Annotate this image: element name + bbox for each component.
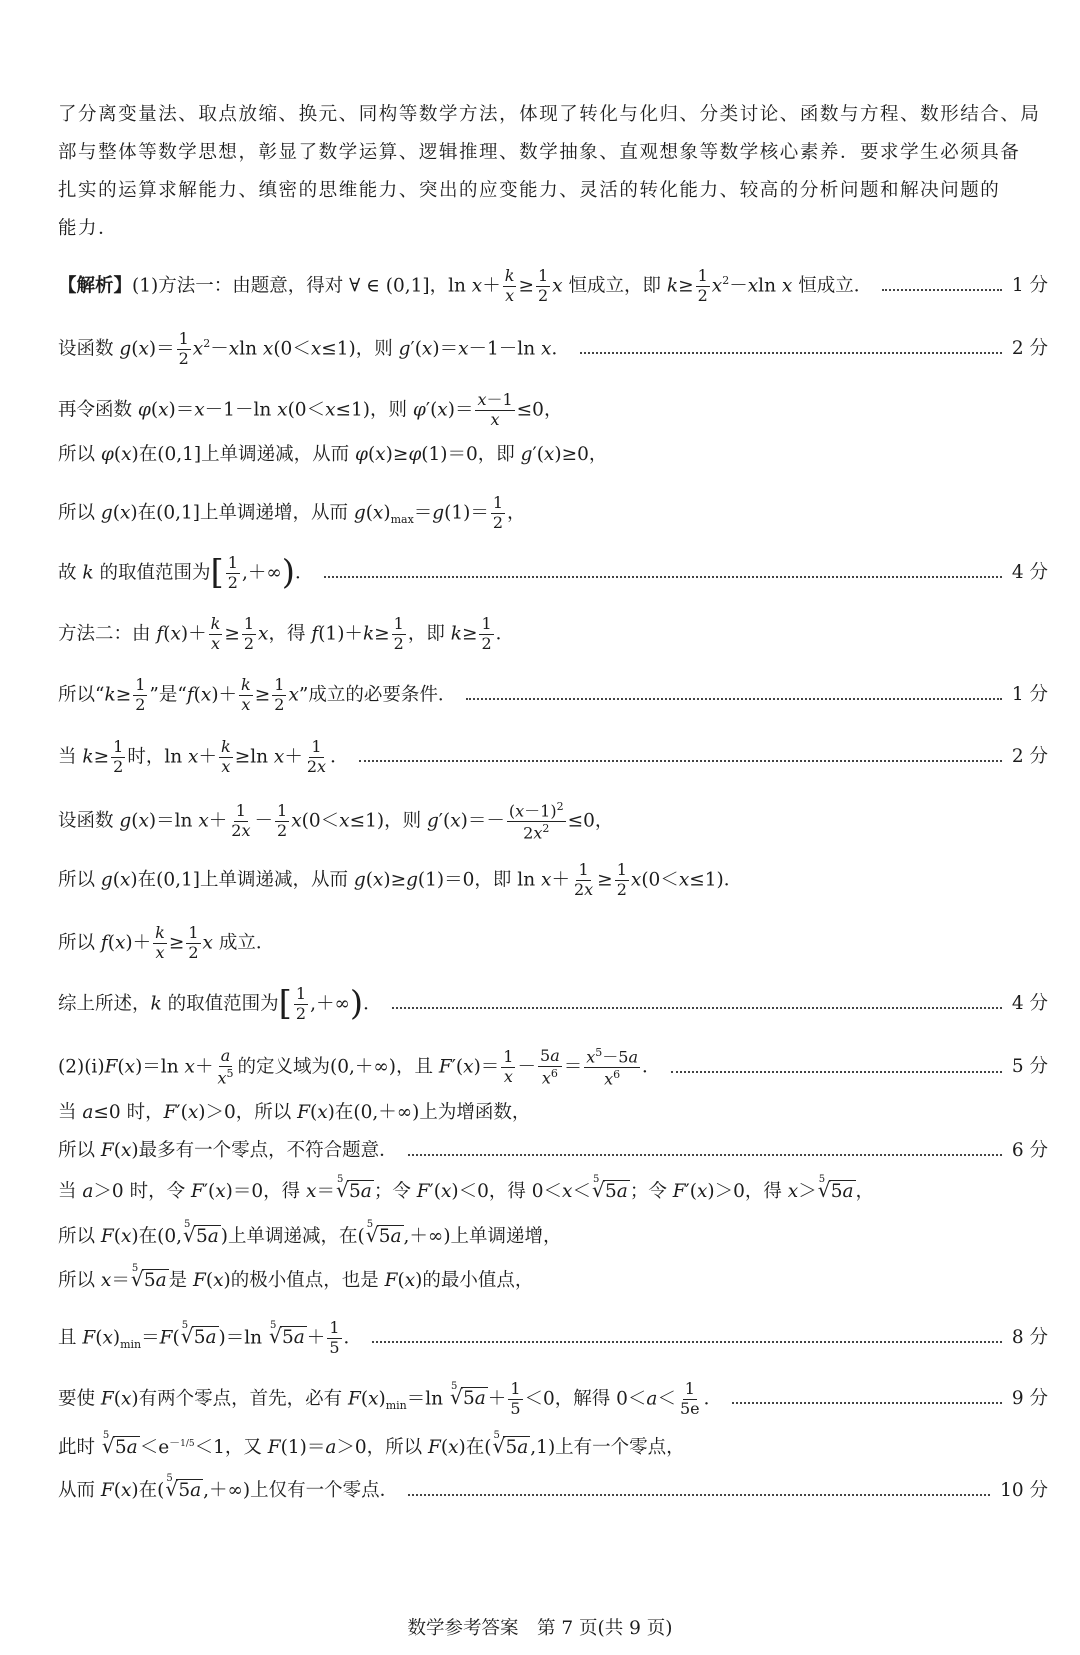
intro-line-3: 扎实的运算求解能力、缜密的思维能力、突出的应变能力、灵活的转化能力、较高的分析问题和解决问题的 (58, 180, 1001, 201)
score-4: 4 分 (1011, 562, 1048, 584)
solution-line-5: 所以 g(x)在(0,1]上单调递增，从而 $g(x)_{max}=g(1)=$ $\frac{1}{2}$ ， (58, 493, 526, 532)
jiexi-label: 【解析】 (58, 275, 133, 297)
solution-line-13: 综上所述，k 的取值范围为[ $\frac{1}{2}$ ,＋∞)． 4 分 (58, 983, 1048, 1024)
score-1b: 1 分 (1011, 684, 1048, 706)
solution-line-10: 设函数 g(x)＝ln x＋ $\frac{1}{2x}$ － $\frac{1}{2}$ x(0＜x≤1)，则 g′(x)＝－ $\frac{(x-1)^2}{2x^2}$ ≤0， (58, 800, 614, 843)
solution-line-3: 再令函数 φ(x)＝x－1－ln x(0＜x≤1)，则 φ′(x)＝ $\frac{x-1}{x}$ ≤0， (58, 390, 563, 429)
score-2: 2 分 (1011, 338, 1048, 360)
solution-line-1: 【解析】(1)方法一：由题意，得对 ∀ ∈ (0,1]，ln x＋ $\frac{k}{x}$ ≥ $\frac{1}{2}$ x 恒成立，即 k≥ $\frac{1}{2}$ $x^2-xln$ x 恒成立． 1 分 (58, 266, 1048, 305)
score-2b: 2 分 (1011, 746, 1048, 768)
score-5: 5 分 (1011, 1056, 1048, 1078)
solution-line-16: 所以 F(x)最多有一个零点，不符合题意． 6 分 (58, 1140, 1048, 1161)
intro-line-4: 能力． (58, 218, 119, 239)
solution-line-9: 当 k≥ $\frac{1}{2}$ 时，ln x＋ $\frac{k}{x}$ ≥ln x＋ $\frac{1}{2x}$ ． 2 分 (58, 737, 1048, 776)
intro-line-2: 部与整体等数学思想，彰显了数学运算、逻辑推理、数学抽象、直观想象等数学核心素养．要求学生必须具备 (58, 142, 1021, 163)
solution-line-6: 故 k 的取值范围为[ $\frac{1}{2}$ ,＋∞)． 4 分 (58, 552, 1048, 593)
solution-line-22: 此时 5 √ $5a <e^{-1/5}<1$，又 F(1)＝a＞0，所以 F(x)在( 5 √ 5a ,1)上有一个零点， (58, 1437, 1048, 1458)
solution-line-17: 当 a＞0 时，令 F′(x)＝0，得 x＝ 5 √ 5a ；令 F′(x)＜0，得 0＜x＜ 5 √ 5a ；令 F′(x)＞0，得 x＞ 5 √ 5a ， (58, 1183, 1048, 1202)
score-8: 8 分 (1011, 1327, 1048, 1349)
solution-line-19: 所以 x＝ 5 √ 5a 是 F(x)的极小值点，也是 F(x)的最小值点， (58, 1272, 1048, 1291)
score-6: 6 分 (1011, 1140, 1048, 1161)
solution-line-14: (2)(i)F(x)＝ln x＋ $\frac{a}{x^5}$ 的定义域为(0,＋∞)，且 F′(x)＝ $\frac{1}{x}$ － $\frac{5a}{x^6}$ ＝ $\frac{x^5-5a}{x^6}$ ． 5 分 (58, 1046, 1048, 1089)
solution-line-8: 所以“k≥ $\frac{1}{2}$ ”是“f(x)＋ $\frac{k}{x}$ ≥ $\frac{1}{2}$ x”成立的必要条件． 1 分 (58, 675, 1048, 714)
score-4b: 4 分 (1011, 993, 1048, 1015)
solution-line-7: 方法二：由 f(x)＋ $\frac{k}{x}$ ≥ $\frac{1}{2}$ x，得 f(1)＋k≥ $\frac{1}{2}$ ，即 k≥ $\frac{1}{2}$ ． (58, 614, 515, 653)
solution-line-12: 所以 f(x)＋ $\frac{k}{x}$ ≥ $\frac{1}{2}$ x 成立． (58, 923, 275, 962)
solution-line-18: 所以 F(x)在(0, 5 √ 5a )上单调递减，在( 5 √ 5a ,＋∞)上单调递增， (58, 1228, 1048, 1247)
score-10: 10 分 (1000, 1480, 1048, 1501)
solution-line-4: 所以 φ(x)在(0,1]上单调递减，从而 φ(x)≥φ(1)＝0，即 g′(x)≥0， (58, 444, 608, 465)
solution-line-15: 当 a≤0 时，F′(x)＞0，所以 F(x)在(0,＋∞)上为增函数， (58, 1102, 531, 1123)
intro-line-1: 了分离变量法、取点放缩、换元、同构等数学方法，体现了转化与化归、分类讨论、函数与方程、数形结合、局 (58, 104, 1041, 125)
score-1: 1 分 (1011, 275, 1048, 297)
solution-line-2: 设函数 g(x)＝ $\frac{1}{2}$ $x^2-xln$ x(0＜x≤1)，则 g′(x)＝x－1－ln x． 2 分 (58, 329, 1048, 368)
solution-line-23: 从而 F(x)在( 5 √ 5a ,＋∞)上仅有一个零点． 10 分 (58, 1482, 1048, 1501)
score-9: 9 分 (1011, 1388, 1048, 1410)
solution-line-20: 且 $F(x)_{min}=F$( 5 √ 5a )＝ln 5 √ 5a ＋ $\frac{1}{5}$ ． 8 分 (58, 1320, 1048, 1357)
page-footer: 数学参考答案 第 7 页(共 9 页) (407, 1618, 673, 1639)
solution-line-11: 所以 g(x)在(0,1]上单调递减，从而 g(x)≥g(1)＝0，即 ln x＋ $\frac{1}{2x}$ ≥ $\frac{1}{2}$ x(0＜x≤1)． (58, 860, 743, 899)
solution-line-21: 要使 F(x)有两个零点，首先，必有 $F(x)_{min}=\ln$ 5 √ 5a ＋ $\frac{1}{5}$ ＜0，解得 0＜a＜ $\frac{1}{5e}$ ． 9 分 (58, 1381, 1048, 1418)
